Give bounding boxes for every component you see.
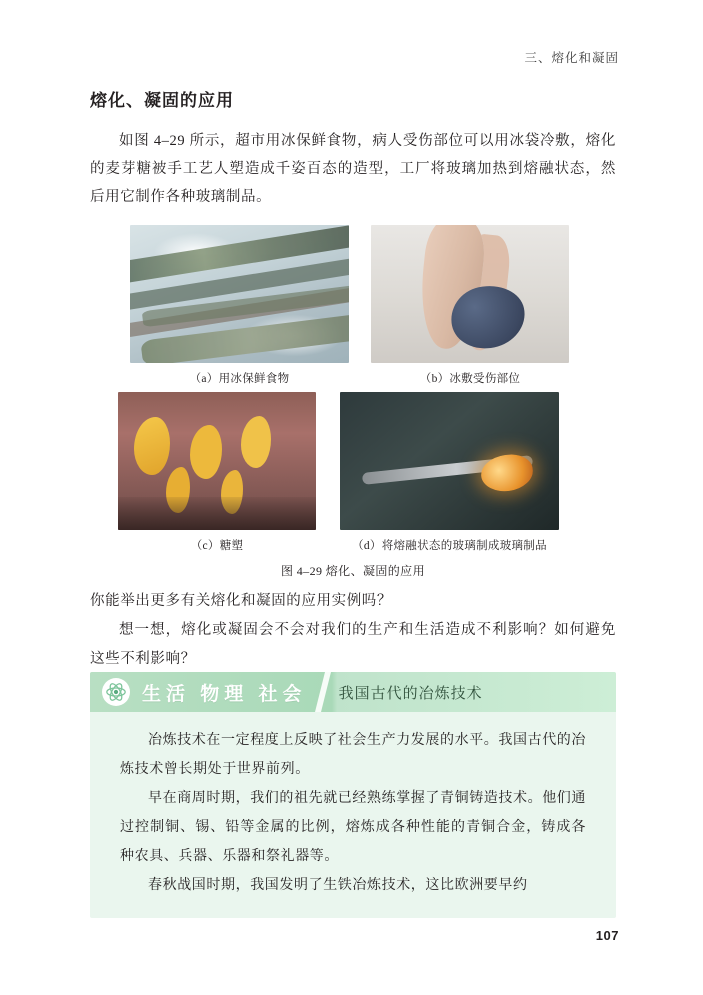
figure-item-a — [130, 225, 349, 386]
page-number: 107 — [595, 928, 619, 943]
figure-number-caption: 图 4–29 熔化、凝固的应用 — [280, 564, 425, 578]
sidebar-box-life-physics-society — [90, 672, 616, 918]
figure-caption-d: （d）将熔融状态的玻璃制成玻璃制品 — [352, 540, 547, 552]
photo-ice-pack-ankle-icon — [371, 225, 569, 363]
figure-row-bottom — [118, 392, 616, 553]
photo-glass-blowing-icon — [340, 392, 559, 530]
sidebar-paragraph-1: 冶炼技术在一定程度上反映了社会生产力发展的水平。我国古代的冶炼技术曾长期处于世界前列。 — [120, 733, 586, 777]
figure-caption-c: （c）糖塑 — [190, 540, 244, 552]
sidebar-box-header — [90, 672, 616, 712]
sidebar-box-subject: 我国古代的冶炼技术 — [338, 685, 483, 702]
intro-paragraph: 如图 4–29 所示，超市用冰保鲜食物，病人受伤部位可以用冰袋冷敷，熔化的麦芽糖被手工艺人塑造成千姿百态的造型，工厂将玻璃加热到熔融状态，然后用它制作各种玻璃制品。 — [90, 133, 616, 205]
atom-icon — [102, 678, 130, 706]
figure-caption-a: （a）用冰保鲜食物 — [189, 373, 290, 385]
photo-sugar-figurines-icon — [118, 392, 316, 530]
sidebar-box-tag: 生活 物理 社会 — [142, 683, 307, 705]
sidebar-box-body — [90, 712, 616, 900]
followup-questions — [90, 587, 616, 674]
slash-divider-icon — [315, 672, 331, 712]
sidebar-paragraph-3: 春秋战国时期，我国发明了生铁冶炼技术，这比欧洲要早约 — [148, 878, 528, 893]
sidebar-paragraph-2: 早在商周时期，我们的祖先就已经熟练掌握了青铜铸造技术。他们通过控制铜、锡、铅等金属的比例，熔炼成各种性能的青铜合金，铸成各种农具、兵器、乐器和祭礼器等。 — [120, 791, 586, 864]
question-2: 想一想，熔化或凝固会不会对我们的生产和生活造成不利影响？如何避免这些不利影响？ — [90, 622, 616, 667]
page-title: 熔化、凝固的应用 — [90, 91, 234, 110]
figure-item-b — [371, 225, 569, 386]
figure-item-d — [340, 392, 559, 553]
running-head: 三、熔化和凝固 — [524, 51, 619, 65]
figure-caption-b: （b）冰敷受伤部位 — [419, 373, 521, 385]
question-1: 你能举出更多有关熔化和凝固的应用实例吗？ — [90, 593, 392, 609]
figure-item-c — [118, 392, 316, 553]
figure-row-top — [130, 225, 616, 386]
page-content — [90, 86, 616, 674]
photo-fish-on-ice-icon — [130, 225, 349, 363]
figure-4-29 — [90, 225, 616, 579]
